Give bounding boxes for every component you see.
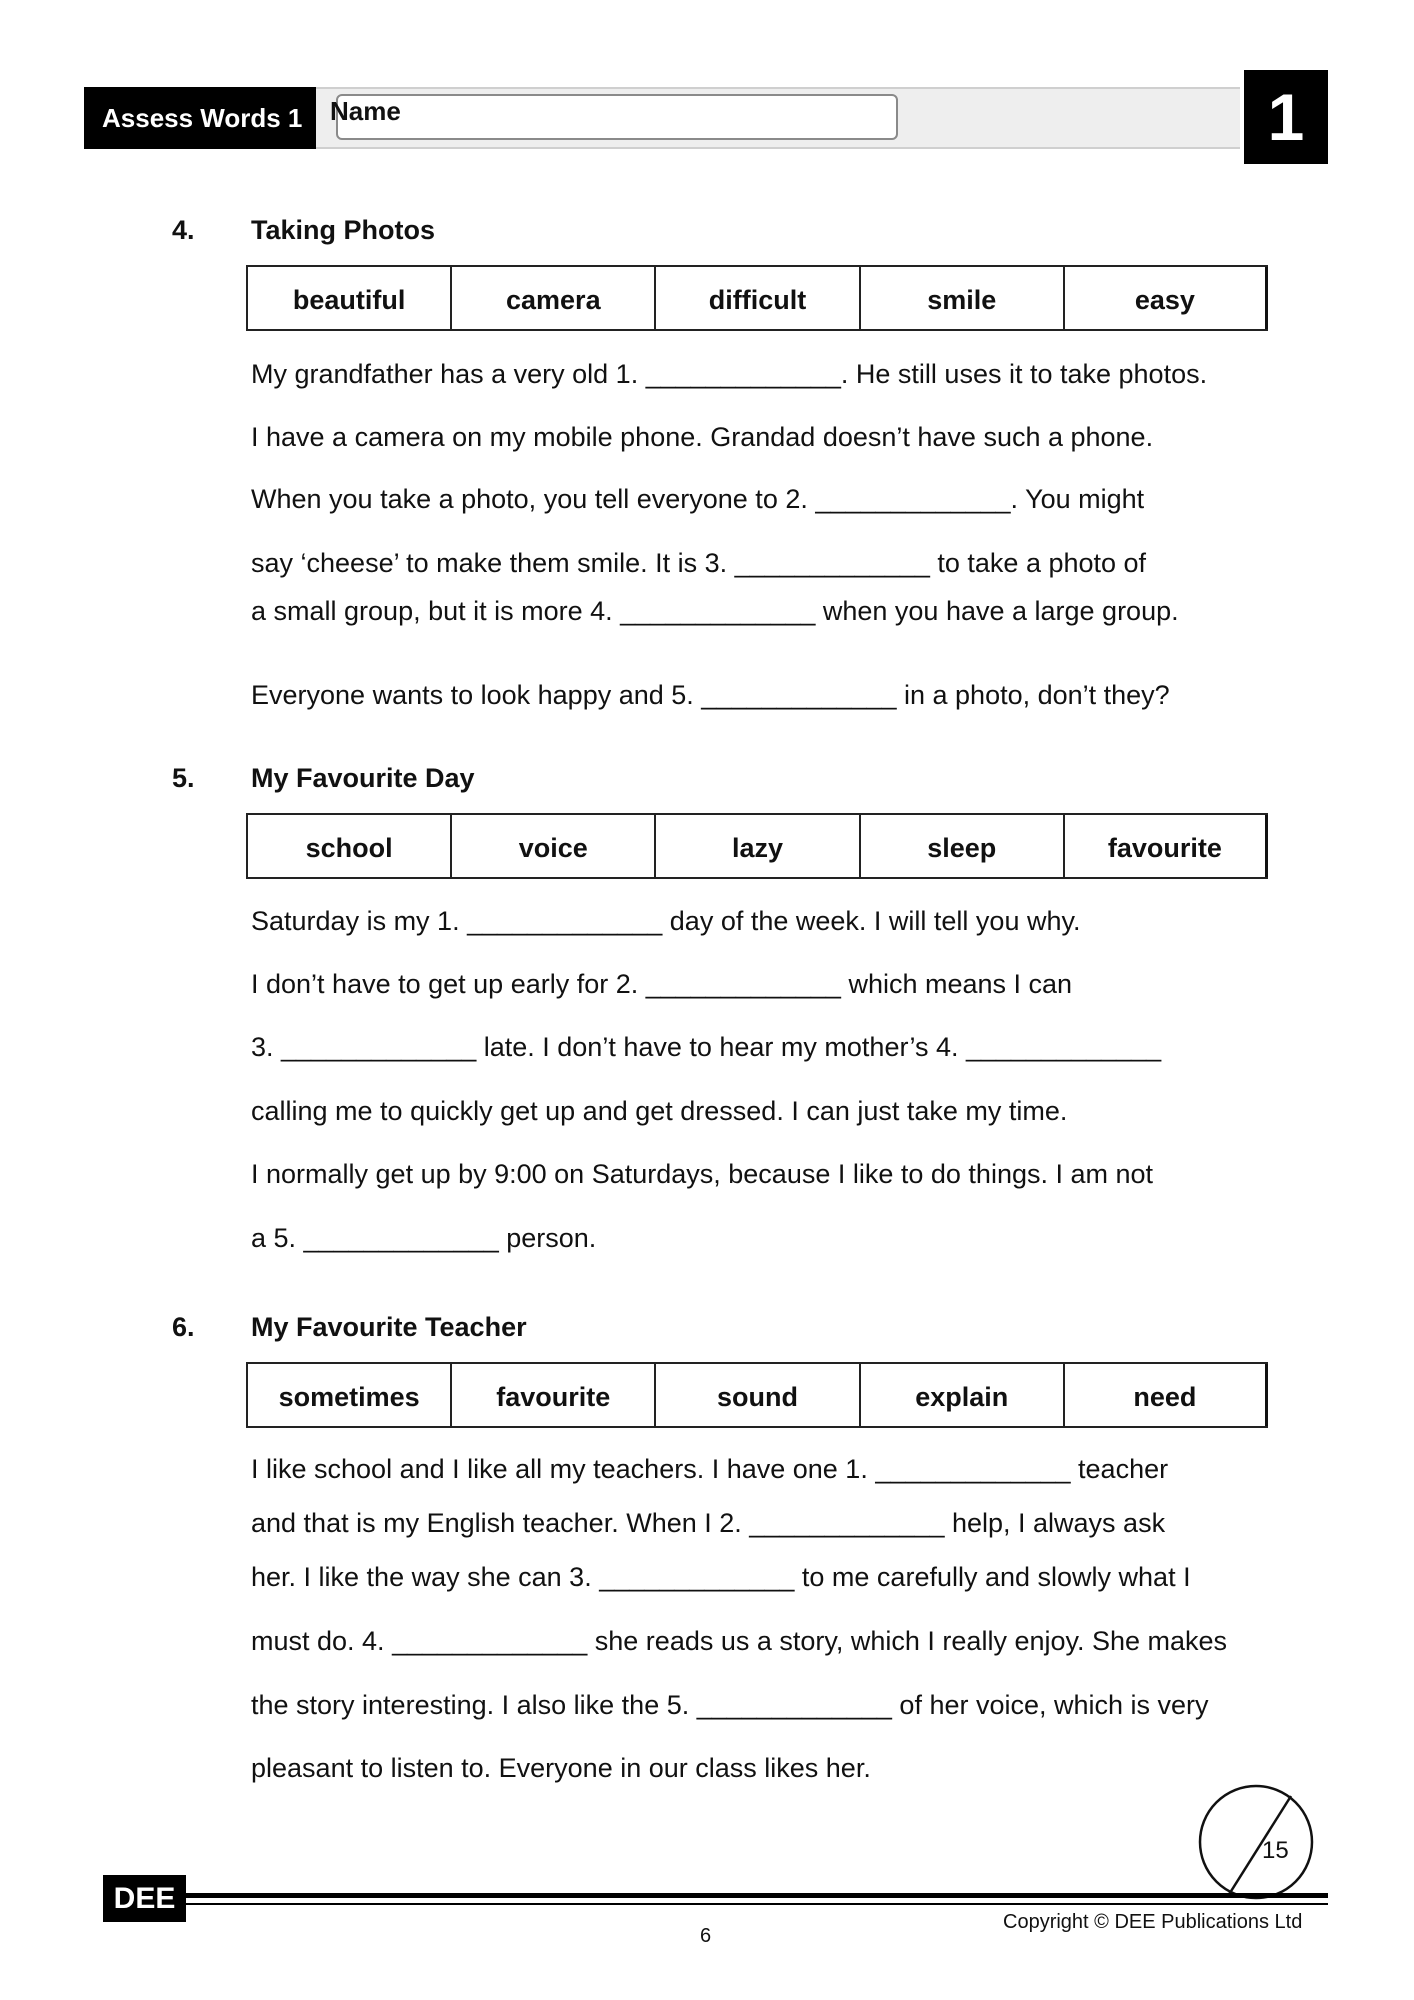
section-5-line-3: 3. _____________ late. I don’t have to hear my mother’s 4. _____________: [251, 1032, 1162, 1062]
section-5-word-bank: [246, 813, 1268, 879]
section-6-number: 6.: [172, 1312, 195, 1342]
section-6-line-4: must do. 4. _____________ she reads us a story, which I really enjoy. She makes: [251, 1626, 1228, 1656]
section-5-line-4: calling me to quickly get up and get dressed. I can just take my time.: [251, 1096, 1068, 1126]
section-5-line-5: I normally get up by 9:00 on Saturdays, because I like to do things. I am not: [251, 1159, 1154, 1189]
section-4-line-4: say ‘cheese’ to make them smile. It is 3. _____________ to take a photo of: [251, 548, 1147, 578]
section-5-line-2: I don’t have to get up early for 2. _____________ which means I can: [251, 969, 1073, 999]
section-6-line-1: I like school and I like all my teachers. I have one 1. _____________ teacher: [251, 1454, 1169, 1484]
unit-number-badge: 1: [1244, 70, 1328, 164]
section-4-line-3: When you take a photo, you tell everyone to 2. _____________. You might: [251, 484, 1145, 514]
section-5-title: My Favourite Day: [251, 763, 475, 793]
page-number: 6: [700, 1925, 712, 1947]
section-6-line-6: pleasant to listen to. Everyone in our class likes her.: [251, 1753, 871, 1783]
section-4-line-2: I have a camera on my mobile phone. Grandad doesn’t have such a phone.: [251, 422, 1154, 452]
section-6-line-2: and that is my English teacher. When I 2. _____________ help, I always ask: [251, 1508, 1166, 1538]
word-bank-item: school: [248, 815, 452, 877]
word-bank-item: sleep: [861, 815, 1065, 877]
publisher-logo: DEE: [103, 1875, 186, 1922]
word-bank-item: voice: [452, 815, 656, 877]
section-4-line-5: a small group, but it is more 4. _____________ when you have a large group.: [251, 596, 1179, 626]
section-4-word-bank: [246, 265, 1268, 331]
name-field[interactable]: [336, 94, 898, 140]
word-bank-item: easy: [1065, 267, 1268, 329]
score-total: 15: [1262, 1837, 1289, 1864]
section-5-line-6: a 5. _____________ person.: [251, 1223, 597, 1253]
word-bank-item: favourite: [452, 1364, 656, 1426]
word-bank-item: difficult: [656, 267, 860, 329]
name-label: Name: [330, 96, 401, 126]
word-bank-item: camera: [452, 267, 656, 329]
section-4-line-6: Everyone wants to look happy and 5. _____________ in a photo, don’t they?: [251, 680, 1170, 710]
word-bank-item: smile: [861, 267, 1065, 329]
footer-rule-thin: [186, 1903, 1328, 1905]
section-6-title: My Favourite Teacher: [251, 1312, 527, 1342]
word-bank-item: need: [1065, 1364, 1268, 1426]
word-bank-item: favourite: [1065, 815, 1268, 877]
section-6-word-bank: [246, 1362, 1268, 1428]
section-5-number: 5.: [172, 763, 195, 793]
section-6-line-3: her. I like the way she can 3. _____________ to me carefully and slowly what I: [251, 1562, 1191, 1592]
section-6-line-5: the story interesting. I also like the 5. _____________ of her voice, which is very: [251, 1690, 1209, 1720]
section-4-line-1: My grandfather has a very old 1. _____________. He still uses it to take photos.: [251, 359, 1208, 389]
section-4-title: Taking Photos: [251, 215, 436, 245]
word-bank-item: explain: [861, 1364, 1065, 1426]
footer-rule: [186, 1893, 1328, 1898]
score-circle: [1196, 1782, 1316, 1902]
section-4-number: 4.: [172, 215, 195, 245]
copyright-text: Copyright © DEE Publications Ltd: [1003, 1911, 1303, 1933]
word-bank-item: beautiful: [248, 267, 452, 329]
word-bank-item: lazy: [656, 815, 860, 877]
assess-words-label: Assess Words 1: [84, 87, 316, 149]
section-5-line-1: Saturday is my 1. _____________ day of the week. I will tell you why.: [251, 906, 1081, 936]
word-bank-item: sometimes: [248, 1364, 452, 1426]
word-bank-item: sound: [656, 1364, 860, 1426]
